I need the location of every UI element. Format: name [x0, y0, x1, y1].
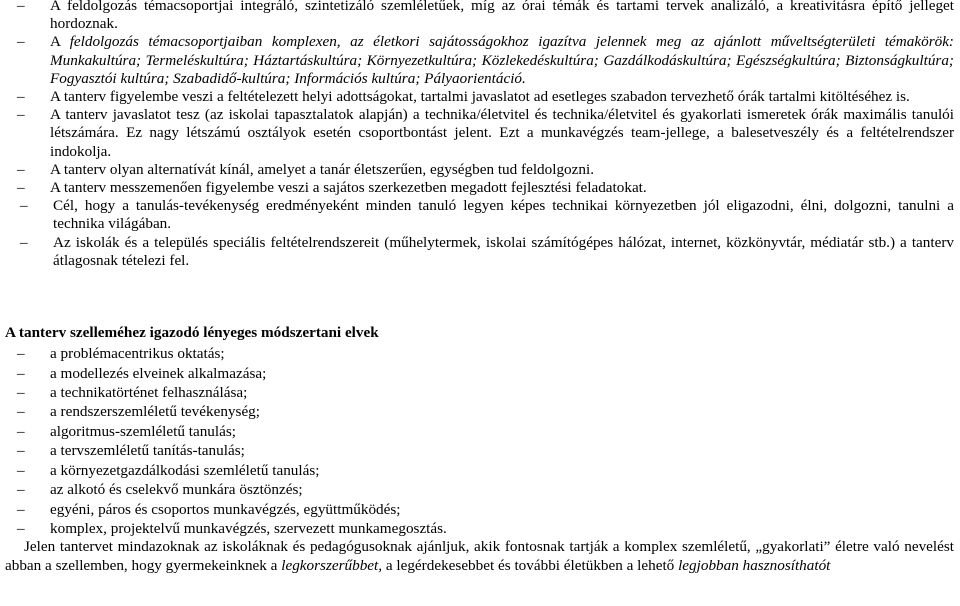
item-text: komplex, projektelvű munkavégzés, szervezett munkamegosztás.: [50, 519, 447, 537]
item-text: a rendszerszemléletű tevékenység;: [50, 403, 260, 421]
dash-bullet: –: [17, 364, 25, 382]
item-text: a környezetgazdálkodási szemléletű tanulás;: [50, 461, 320, 479]
list-item: [0, 441, 960, 460]
list-item: [0, 383, 960, 402]
item-text: a tervszemléletű tanítás-tanulás;: [50, 442, 245, 460]
dash-bullet: –: [17, 160, 25, 178]
dash-bullet: –: [17, 500, 25, 518]
dash-bullet: –: [17, 106, 25, 124]
item-text: egyéni, páros és csoportos munkavégzés, együttműködés;: [50, 500, 401, 518]
dash-bullet: –: [17, 345, 25, 363]
section-heading: A tanterv szelleméhez igazodó lényeges módszertani elvek: [5, 324, 379, 342]
item-text: a technikatörténet felhasználása;: [50, 384, 248, 402]
item-text: A tanterv javaslatot tesz (az iskolai tapasztalatok alapján) a technika/életvitel és technika/életvitel és gyakorlati ismeretek órák maximális tanulói létszámára. Ez nagy létszámú osztályok esetén csoportbontást jelent. Ezt a munkavégzés team-jellege, a balesetveszély és a feltételrendszer indokolja.: [50, 106, 954, 160]
list-item: [0, 364, 960, 383]
item-text: a modellezés elveinek alkalmazása;: [50, 364, 267, 382]
list-item: [0, 461, 960, 480]
dash-bullet: –: [20, 197, 28, 215]
dash-bullet: –: [17, 481, 25, 499]
list-item: [0, 422, 960, 441]
list-item: [0, 33, 960, 88]
item-text: A tanterv olyan alternatívát kínál, amelyet a tanár életszerűen, egységben tud feldolgozni.: [50, 160, 595, 178]
dash-bullet: –: [17, 179, 25, 197]
closing-italic-2: legjobban hasznosíthatót: [678, 556, 831, 574]
dash-bullet: –: [20, 233, 28, 251]
closing-text-2: a legérdekesebbet és további életükben a lehető: [382, 556, 679, 574]
item-text: A: [50, 33, 70, 51]
dash-bullet: –: [17, 403, 25, 421]
item-text: Cél, hogy a tanulás-tevékenység eredményeként minden tanuló legyen képes technikai környezetben jól eligazodni, élni, dolgozni, tanulni a technika világában.: [53, 197, 954, 233]
list-item: [0, 402, 960, 421]
item-text: A tanterv messzemenően figyelembe veszi a sajátos szerkezetben megadott fejlesztési feladatokat.: [50, 179, 647, 197]
dash-bullet: –: [17, 0, 25, 14]
list-item: [0, 179, 960, 197]
list-item: [0, 106, 960, 161]
dash-bullet: –: [17, 88, 25, 106]
list-item: [0, 480, 960, 499]
list-item: [0, 0, 960, 33]
item-text: az alkotó és cselekvő munkára ösztönzés;: [50, 481, 303, 499]
dash-bullet: –: [17, 33, 25, 51]
list-item: [0, 161, 960, 179]
dash-bullet: –: [17, 384, 25, 402]
list-item: [0, 234, 960, 270]
list-item: [0, 344, 960, 363]
closing-italic-1: legkorszerűbbet,: [281, 556, 383, 574]
dash-bullet: –: [17, 461, 25, 479]
list-item: [0, 519, 960, 538]
item-text: Az iskolák és a település speciális feltételrendszereit (műhelytermek, iskolai számítógépes hálózat, internet, közkönyvtár, médiatár stb.) a tanterv átlagosnak tételezi fel.: [53, 233, 954, 269]
list-item: [0, 500, 960, 519]
closing-text-1: Jelen tantervet mindazoknak az iskoláknak és pedagógusoknak ajánljuk, akik fontosnak tartják a komplex szemléletű, „gyakorlati” életre való nevelést abban a szellemben, hogy gyermekeinknek a: [5, 538, 954, 574]
dash-bullet: –: [17, 519, 25, 537]
item-text: algoritmus-szemléletű tanulás;: [50, 422, 236, 440]
item-text: A tanterv figyelembe veszi a feltételezett helyi adottságokat, tartalmi javaslatot ad esetleges szabadon tervezhető órák tartalmi kitöltéséhez is.: [50, 88, 910, 106]
dash-bullet: –: [17, 422, 25, 440]
list-item: [0, 88, 960, 106]
item-text-italic: feldolgozás témacsoportjaiban komplexen, az életkori sajátosságokhoz igazítva jelennek meg az ajánlott műveltségterületi témakörök: Munkakultúra; Termeléskultúra; Háztartáskultúra; Környezetkultúra; Közlekedéskultúra; Gazdálkodáskultúra; Egészségkultúra; Biztonságkultúra; Fogyasztói kultúra; Szabadidő-kultúra; Információs kultúra; Pályaorientáció.: [50, 33, 954, 87]
item-text: a problémacentrikus oktatás;: [50, 345, 225, 363]
list-item: [0, 197, 960, 233]
closing-paragraph: [0, 538, 960, 575]
item-text: A feldolgozás témacsoportjai integráló, szintetizáló szemléletűek, míg az órai témák és tartami tervek analizáló, a kreativitásra építő jelleget hordoznak.: [50, 0, 954, 33]
dash-bullet: –: [17, 442, 25, 460]
